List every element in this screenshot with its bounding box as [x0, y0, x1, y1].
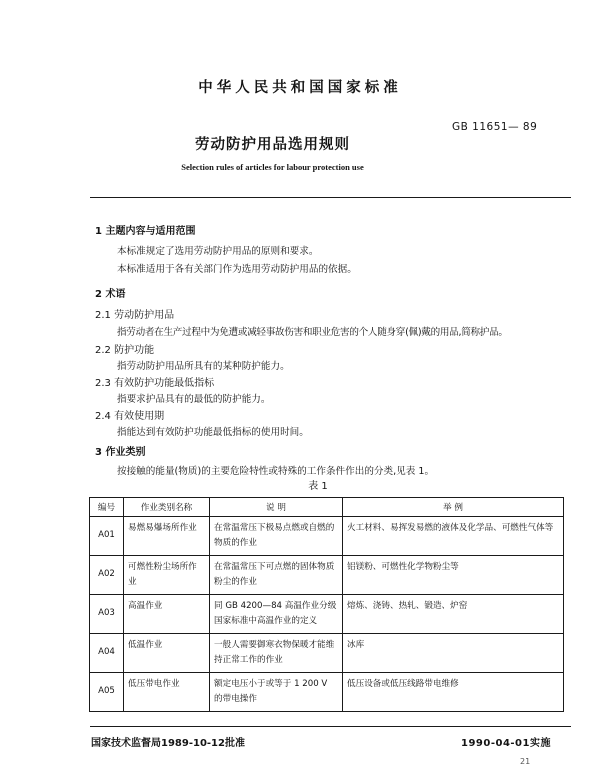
cell-code: A04 [90, 634, 124, 673]
section-2-heading: 2 术语 [95, 289, 126, 300]
cell-description: 一般人需要御寒衣物保暖才能维持正常工作的作业 [210, 634, 343, 673]
cell-name: 可燃性粉尘场所作业 [124, 556, 210, 595]
cell-example: 低压设备或低压线路带电维修 [343, 673, 564, 712]
section-3-heading: 3 作业类别 [95, 447, 146, 458]
table-row [90, 556, 564, 595]
document-title: 劳动防护用品选用规则 [195, 137, 350, 153]
header-rule [90, 197, 571, 198]
cell-example: 铝镁粉、可燃性化学物粉尘等 [343, 556, 564, 595]
page-number: 21 [520, 757, 531, 766]
cell-description: 在常温常压下可点燃的固体物质粉尘的作业 [210, 556, 343, 595]
table-row [90, 517, 564, 556]
column-header-example: 举 例 [343, 498, 564, 517]
column-header-code: 编号 [90, 498, 124, 517]
english-title: Selection rules of articles for labour protection use [181, 162, 364, 172]
section-3-intro: 按接触的能量(物质)的主要危险特性或特殊的工作条件作出的分类,见表 1。 [117, 466, 435, 477]
cell-name: 低温作业 [124, 634, 210, 673]
cell-name: 易燃易爆场所作业 [124, 517, 210, 556]
term-2-4-label: 2.4 有效使用期 [95, 411, 165, 422]
implementation-date: 1990-04-01实施 [461, 738, 551, 749]
table-row [90, 634, 564, 673]
footer-rule [90, 726, 571, 727]
term-2-1-label: 2.1 劳动防护用品 [95, 310, 175, 321]
approval-line: 国家技术监督局1989-10-12批准 [91, 738, 245, 749]
term-2-3-label: 2.3 有效防护功能最低指标 [95, 378, 215, 389]
cell-example: 冰库 [343, 634, 564, 673]
section-1-paragraph: 本标准适用于各有关部门作为选用劳动防护用品的依据。 [117, 264, 357, 275]
table-caption: 表 1 [308, 481, 328, 492]
term-2-3-definition: 指要求护品具有的最低的防护能力。 [117, 394, 271, 405]
term-2-4-definition: 指能达到有效防护功能最低指标的使用时间。 [117, 427, 309, 438]
cell-example: 熔炼、浇铸、热轧、锻造、炉窑 [343, 595, 564, 634]
term-2-2-label: 2.2 防护功能 [95, 345, 155, 356]
cell-name: 高温作业 [124, 595, 210, 634]
section-1-paragraph: 本标准规定了选用劳动防护用品的原则和要求。 [117, 246, 319, 257]
cell-name: 低压带电作业 [124, 673, 210, 712]
work-category-table [89, 497, 564, 712]
cell-description: 在常温常压下极易点燃或自燃的物质的作业 [210, 517, 343, 556]
cell-description: 额定电压小于或等于 1 200 V 的带电操作 [210, 673, 343, 712]
column-header-description: 说 明 [210, 498, 343, 517]
term-2-1-definition: 指劳动者在生产过程中为免遭或减轻事故伤害和职业危害的个人随身穿(佩)戴的用品,简称护品。 [117, 327, 508, 338]
national-standard-heading: 中华人民共和国国家标准 [198, 80, 402, 96]
cell-code: A05 [90, 673, 124, 712]
standard-code: GB 11651— 89 [452, 121, 538, 133]
cell-code: A01 [90, 517, 124, 556]
cell-description: 同 GB 4200—84 高温作业分级国家标准中高温作业的定义 [210, 595, 343, 634]
cell-code: A02 [90, 556, 124, 595]
cell-code: A03 [90, 595, 124, 634]
section-1-heading: 1 主题内容与适用范围 [95, 226, 196, 237]
table-header-row [90, 498, 564, 517]
table-row [90, 595, 564, 634]
column-header-name: 作业类别名称 [124, 498, 210, 517]
cell-example: 火工材料、易挥发易燃的液体及化学品、可燃性气体等 [343, 517, 564, 556]
table-row [90, 673, 564, 712]
term-2-2-definition: 指劳动防护用品所具有的某种防护能力。 [117, 361, 290, 372]
